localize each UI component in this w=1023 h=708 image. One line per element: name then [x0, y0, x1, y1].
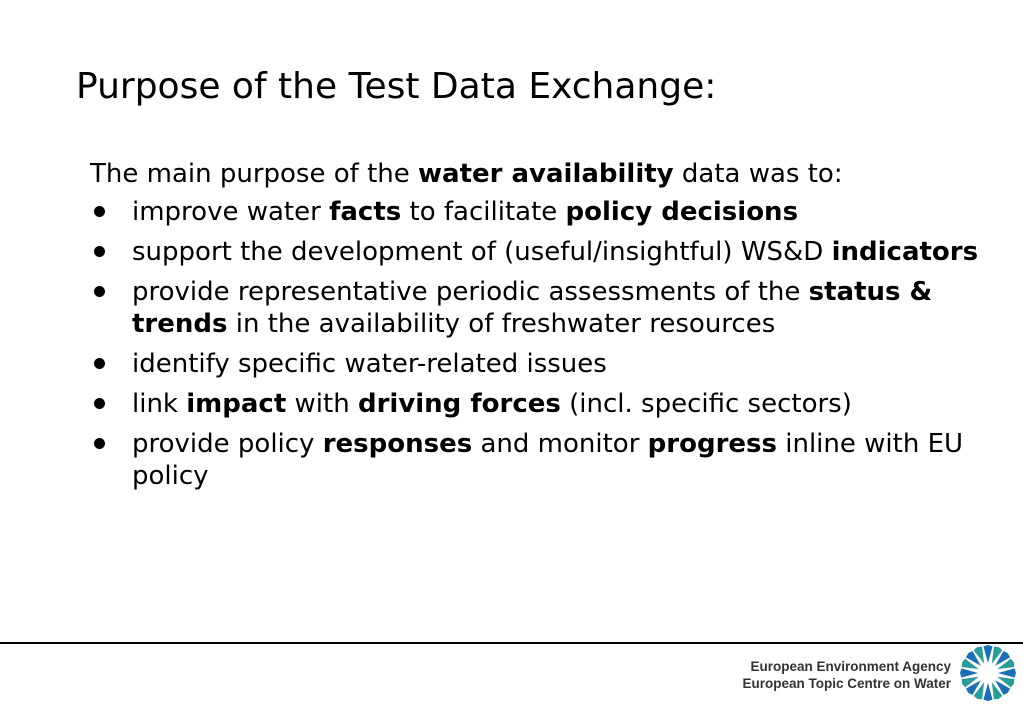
bullet-segment: and monitor [472, 429, 648, 459]
bullet-segment: provide representative periodic assessments of the [132, 277, 809, 307]
eea-sunburst-logo-icon [960, 645, 1016, 701]
bullet-item [90, 236, 1010, 268]
bullet-segment-bold: indicators [831, 237, 979, 267]
bullet-segment-bold: status & trends [132, 277, 933, 339]
purpose-bullet-list [90, 196, 1010, 500]
bullet-segment-bold: impact [186, 389, 287, 419]
bullet-dot-icon [94, 286, 105, 297]
bullet-segment: identify specific water-related issues [132, 349, 607, 379]
footer-topic-centre-name: European Topic Centre on Water [742, 676, 951, 691]
bullet-segment-bold: responses [322, 429, 473, 459]
intro-segment-1: water availability [418, 159, 674, 189]
bullet-segment: inline with EU policy [132, 429, 964, 491]
bullet-segment-bold: policy decisions [565, 197, 799, 227]
bullet-segment: in the availability of freshwater resources [227, 309, 776, 339]
bullet-dot-icon [94, 358, 105, 369]
footer-organization [742, 658, 951, 692]
intro-segment-2: data was to: [673, 159, 843, 189]
logo-ray [983, 683, 992, 701]
bullet-segment: (incl. specific sectors) [560, 389, 852, 419]
bullet-dot-icon [94, 246, 105, 257]
bullet-dot-icon [94, 398, 105, 409]
bullet-segment: with [286, 389, 358, 419]
bullet-dot-icon [94, 206, 105, 217]
bullet-item [90, 428, 1010, 492]
bullet-item [90, 196, 1010, 228]
bullet-segment-bold: driving forces [357, 389, 561, 419]
bullet-segment: link [132, 389, 187, 419]
slide-title: Purpose of the Test Data Exchange: [76, 66, 717, 107]
bullet-segment-bold: progress [647, 429, 777, 459]
footer-divider [0, 642, 1023, 644]
intro-sentence [90, 155, 843, 193]
logo-ray [983, 645, 992, 663]
bullet-segment: support the development of (useful/insightful) WS&D [132, 237, 832, 267]
bullet-item [90, 348, 1010, 380]
bullet-segment-bold: facts [329, 197, 402, 227]
bullet-segment: to facilitate [401, 197, 566, 227]
footer-agency-name: European Environment Agency [750, 659, 951, 674]
logo-ray [960, 668, 978, 677]
bullet-item [90, 388, 1010, 420]
logo-ray [998, 668, 1016, 677]
intro-segment-0: The main purpose of the [90, 159, 418, 189]
bullet-segment: provide policy [132, 429, 323, 459]
bullet-segment: improve water [132, 197, 330, 227]
bullet-item [90, 276, 1010, 340]
logo-center [980, 665, 996, 681]
bullet-dot-icon [94, 438, 105, 449]
